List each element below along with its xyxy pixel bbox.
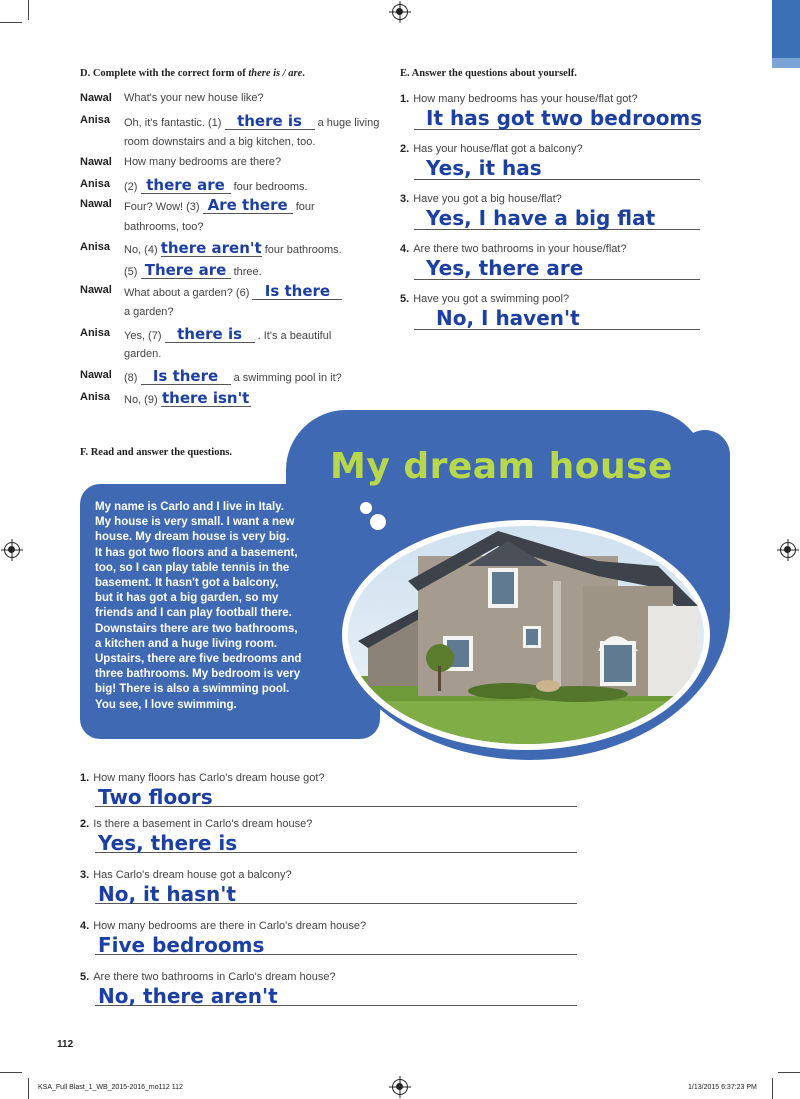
question-text: Is there a basement in Carlo's dream house? [93, 818, 313, 830]
speaker-name: Nawal [80, 284, 112, 296]
dialogue-text [124, 305, 174, 319]
question-number: 5. [400, 293, 410, 305]
question [400, 293, 569, 305]
story-line: Upstairs, there are five bedrooms and [95, 653, 302, 666]
question-number: 3. [400, 193, 410, 205]
question [80, 818, 312, 830]
question [400, 193, 562, 205]
dialogue-text-after: four bathrooms. [264, 244, 342, 256]
speaker-name: Anisa [80, 178, 110, 190]
gap-answer[interactable]: there is [165, 326, 255, 343]
crop-mark [28, 0, 29, 20]
dialogue-text [124, 177, 308, 194]
gap-answer[interactable]: there aren't [160, 239, 262, 257]
dialogue-text-before: What about a garden? (6) [124, 287, 250, 299]
dialogue-text-before: Oh, it's fantastic. (1) [124, 117, 222, 129]
dialogue-text-before: a garden? [124, 306, 174, 318]
question-text: Have you got a swimming pool? [413, 293, 570, 305]
story-line: You see, I love swimming. [95, 698, 237, 711]
dialogue-text-after: . It's a beautiful [257, 330, 332, 342]
dream-house-heading: My dream house [330, 446, 673, 487]
dialogue-text [124, 135, 315, 149]
question [400, 143, 583, 155]
dialogue-text-after: four [295, 201, 315, 213]
registration-mark-icon [392, 1079, 408, 1095]
question-text: How many floors has Carlo's dream house got? [93, 772, 325, 784]
dialogue-text-after: a huge living [317, 117, 380, 129]
story-line: a kitchen and a huge living room. [95, 637, 278, 650]
question-number: 3. [80, 869, 90, 881]
written-answer[interactable]: No, there aren't [98, 984, 278, 1008]
dialogue-text-before: What's your new house like? [124, 92, 264, 104]
dialogue-text-before: Four? Wow! (3) [124, 201, 200, 213]
question-number: 2. [80, 818, 90, 830]
speaker-name: Nawal [80, 92, 112, 104]
written-answer[interactable]: Five bedrooms [98, 933, 265, 957]
speaker-name: Anisa [80, 391, 110, 403]
question-number: 1. [400, 93, 410, 105]
question-number: 5. [80, 971, 90, 983]
speaker-name: Nawal [80, 156, 112, 168]
crop-mark [772, 1078, 773, 1099]
question-number: 4. [80, 920, 90, 932]
dialogue-text [124, 197, 315, 214]
story-line: basement. It hasn't got a balcony, [95, 577, 279, 590]
dialogue-text [124, 262, 262, 279]
crop-mark [0, 22, 22, 23]
dialogue-text [124, 368, 342, 385]
question [80, 920, 366, 932]
section-d-title: D. Complete with the correct form of there is / are. [80, 68, 305, 79]
written-answer[interactable]: No, I haven't [436, 306, 580, 330]
thought-bubble [370, 514, 386, 530]
question [400, 93, 638, 105]
written-answer[interactable]: No, it hasn't [98, 882, 236, 906]
footer-right: 1/13/2015 6:37:23 PM [688, 1084, 757, 1091]
speaker-name: Nawal [80, 198, 112, 210]
question-text: How many bedrooms are there in Carlo's dream house? [93, 920, 367, 932]
dialogue-text [124, 113, 379, 130]
dialogue-text-before: No, (9) [124, 394, 158, 406]
question-text: Are there two bathrooms in Carlo's dream house? [93, 971, 336, 983]
registration-mark-icon [4, 542, 20, 558]
dialogue-text-after: a swimming pool in it? [233, 372, 342, 384]
written-answer[interactable]: Two floors [98, 785, 213, 809]
dialogue-text [124, 155, 281, 169]
registration-mark-icon [392, 4, 408, 20]
dialogue-text-after: four bedrooms. [233, 181, 308, 193]
question-number: 2. [400, 143, 410, 155]
question-text: Are there two bathrooms in your house/flat? [413, 243, 627, 255]
registration-mark-icon [780, 542, 796, 558]
written-answer[interactable]: Yes, there is [98, 831, 238, 855]
written-answer[interactable]: Yes, there are [426, 256, 584, 280]
question-number: 1. [80, 772, 90, 784]
gap-answer[interactable]: there is [225, 113, 315, 130]
story-line: It has got two floors and a basement, [95, 546, 298, 559]
crop-mark [28, 1078, 29, 1099]
page-edge-tab [772, 0, 800, 58]
dialogue-text-before: How many bedrooms are there? [124, 156, 282, 168]
story-line: but it has got a big garden, so my [95, 592, 279, 605]
speaker-name: Anisa [80, 241, 110, 253]
story-line: three bathrooms. My bedroom is very [95, 668, 301, 681]
gap-answer[interactable]: Is there [252, 283, 342, 300]
dialogue-text [124, 347, 161, 361]
gap-answer[interactable]: there are [141, 177, 231, 194]
story-line: My house is very small. I want a new [95, 516, 295, 529]
crop-mark [0, 1072, 22, 1073]
section-e-title: E. Answer the questions about yourself. [400, 68, 577, 79]
written-answer[interactable]: Yes, I have a big flat [426, 206, 656, 230]
page-edge-tab [772, 58, 800, 68]
story-line: My name is Carlo and I live in Italy. [95, 501, 284, 513]
story-line: big! There is also a swimming pool. [95, 683, 290, 696]
house-photo [342, 520, 710, 750]
question-text: How many bedrooms has your house/flat got? [413, 93, 638, 105]
story-line: friends and I can play football there. [95, 607, 292, 620]
dialogue-text [124, 240, 342, 257]
gap-answer[interactable]: Are there [203, 197, 293, 214]
story-line: too, so I can play table tennis in the [95, 561, 290, 574]
gap-answer[interactable]: Is there [141, 368, 231, 385]
question [80, 869, 292, 881]
question [80, 772, 325, 784]
page-number: 112 [57, 1039, 74, 1050]
question [80, 971, 336, 983]
dialogue-text-before: No, (4) [124, 244, 158, 256]
story-line: house. My dream house is very big. [95, 531, 290, 544]
gap-answer[interactable]: There are [141, 262, 231, 279]
footer-left: KSA_Full Blast_1_WB_2015-2016_mo112 112 [38, 1084, 183, 1091]
question-number: 4. [400, 243, 410, 255]
dialogue-text [124, 91, 264, 105]
written-answer[interactable]: It has got two bedrooms [426, 106, 703, 130]
dialogue-text [124, 326, 331, 343]
thought-bubble [360, 502, 372, 514]
house-illustration [348, 526, 704, 744]
dialogue-text [124, 283, 342, 300]
dialogue-text-before: bathrooms, too? [124, 221, 204, 233]
question-text: Has your house/flat got a balcony? [413, 143, 583, 155]
story-text [95, 500, 345, 713]
dialogue-text-before: room downstairs and a big kitchen, too. [124, 136, 316, 148]
dialogue-text-before: (2) [124, 181, 138, 193]
written-answer[interactable]: Yes, it has [426, 156, 542, 180]
crop-mark [778, 1072, 800, 1073]
story-line: Downstairs there are two bathrooms, [95, 622, 298, 635]
dialogue-text-before: Yes, (7) [124, 330, 162, 342]
question-text: Has Carlo's dream house got a balcony? [93, 869, 292, 881]
speaker-name: Anisa [80, 327, 110, 339]
question [400, 243, 627, 255]
dialogue-text-before: (8) [124, 372, 138, 384]
dialogue-text-before: garden. [124, 348, 162, 360]
speaker-name: Nawal [80, 369, 112, 381]
section-f-title: F. Read and answer the questions. [80, 447, 232, 458]
question-text: Have you got a big house/flat? [413, 193, 562, 205]
dialogue-text-before: (5) [124, 266, 138, 278]
gap-answer[interactable]: there isn't [162, 389, 250, 407]
speaker-name: Anisa [80, 114, 110, 126]
dialogue-text [124, 220, 204, 234]
dialogue-text [124, 390, 251, 407]
dialogue-text-after: three. [233, 266, 262, 278]
